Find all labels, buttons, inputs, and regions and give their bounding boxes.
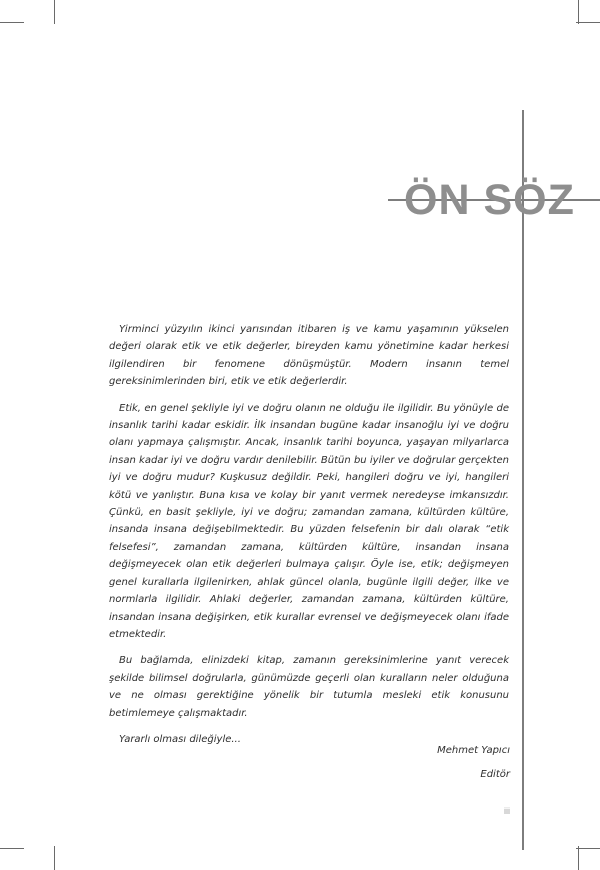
page-title: ÖN SÖZ <box>404 175 575 224</box>
paragraph-2: Etik, en genel şekliyle iyi ve doğru olanın ne olduğu ile ilgilidir. Bu yönüyle de insanlık tarihi kadar eskidir. İlk insandan bugüne kadar insanoğlu iyi ve doğru olanı yapmaya çalışmıştır. Ancak, insanlık tarihi boyunca, yaşayan milyarlarca insan kadar iyi ve doğru vardır denilebilir. Bütün bu iyiler ve doğrular gerçekten iyi ve doğru mudur? Kuşkusuz değildir. Peki, hangileri doğru ve iyi, hangileri kötü ve yanlıştır. Buna kısa ve kolay bir yanıt vermek neredeyse imkansızdır. Çünkü, en basit şekliyle, iyi ve doğru; zamandan zamana, kültürden kültüre, insanda insana değişebilmektedir. Bu yüzden felsefenin bir dalı olarak “etik felsefesi”, zamandan zamana, kültürden kültüre, insandan insana değişmeyecek olan etik değerleri bulmaya çalışır. Öyle ise, etik; değişmeyen genel kurallarla ilgilenirken, ahlak güncel olanla, bugünle ilgili değer, ilke ve normlarla ilgilidir. Ahlaki değerler, zamandan zamana, kültürden kültüre, insandan insana değişirken, etik kurallar evrensel ve değişmeyecek olanı ifade etmektedir. <box>109 402 509 640</box>
paragraph-4: Yararlı olması dileğiyle... <box>119 733 241 745</box>
crop-mark <box>578 0 579 24</box>
page-number: iii <box>504 806 510 816</box>
crop-mark <box>576 848 600 849</box>
signature-name: Mehmet Yapıcı <box>437 745 510 756</box>
paragraph-1: Yirminci yüzyılın ikinci yarısından itibaren iş ve kamu yaşamının yükselen değeri olarak etik ve etik değerler, bireyden kamu yönetimine kadar herkesi ilgilendiren bir fenomene dönüşmüştür. Modern insanın temel gereksinimlerinden biri, etik ve etik değerlerdir. <box>109 324 509 388</box>
crop-mark <box>54 0 55 24</box>
crop-mark <box>576 22 600 23</box>
paragraph-3: Bu bağlamda, elinizdeki kitap, zamanın gereksinimlerine yanıt verecek şekilde bilimsel doğrularla, günümüzde geçerli olan kuralların neler olduğuna ve ne olması gerektiğine yönelik bir tutumla mesleki etik konusunu betimlemeye çalışmaktadır. <box>109 655 509 719</box>
signature-role: Editör <box>480 769 510 780</box>
crop-mark <box>0 848 24 849</box>
crop-mark <box>578 846 579 870</box>
preface-body <box>109 321 509 757</box>
crop-mark <box>0 22 24 23</box>
crop-mark <box>54 846 55 870</box>
